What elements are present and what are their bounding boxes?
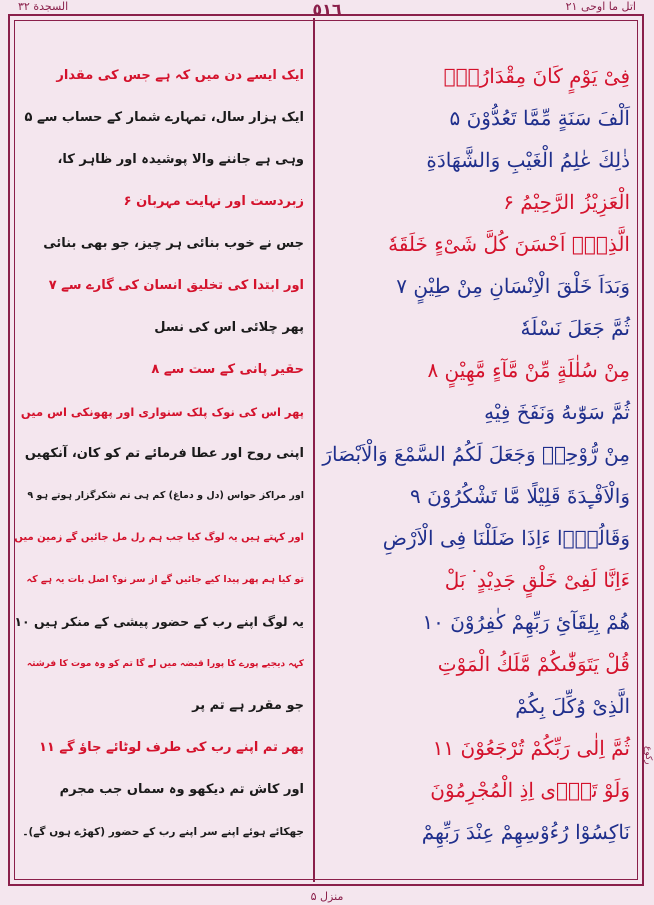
column-divider bbox=[313, 18, 315, 882]
urdu-translation-line: جو مقرر ہے تم پر bbox=[192, 698, 304, 713]
urdu-translation-line: ایک ایسے دن میں کہ ہے جس کی مقدار bbox=[56, 68, 304, 83]
urdu-translation-line: کہہ دیجیے پورے کا پورا قبضہ میں لے گا تم کو وہ موت کا فرشتہ bbox=[26, 659, 304, 669]
urdu-translation-line: جھکائے ہوئے اپنے سر اپنے رب کے حضور (کھڑے ہوں گے)۔ bbox=[22, 826, 304, 838]
header-para-name: اتل ما اوحی ۲۱ bbox=[565, 0, 636, 13]
urdu-translation-line: اور کہتے ہیں یہ لوگ کیا جب ہم رل مل جائیں گے زمین میں bbox=[14, 532, 304, 543]
header-surah-name: السجدة ۳۲ bbox=[18, 0, 69, 13]
page-number: ٥١٦ bbox=[312, 0, 342, 19]
arabic-verse-line: ءَاِنَّا لَفِیْ خَلْقٍ جَدِیْدٍ ۬ بَلْ bbox=[444, 568, 630, 592]
arabic-verse-line: وَقَالُوْۤا ءَاِذَا ضَلَلْنَا فِی الْاَرْضِ bbox=[382, 526, 630, 550]
arabic-verse-line: الْعَزِیْزُ الرَّحِیْمُ ۶ bbox=[503, 190, 630, 214]
ruku-marker: رکوع bbox=[643, 746, 653, 765]
arabic-verse-line: نَاكِسُوْا رُءُوْسِهِمْ عِنْدَ رَبِّهِمْ bbox=[421, 820, 630, 844]
urdu-translation-line: اور کاش تم دیکھو وہ سماں جب مجرم bbox=[59, 782, 304, 797]
arabic-verse-line: وَالْاَفْـِٕدَةَ قَلِیْلًا مَّا تَشْكُرُوْنَ ۹ bbox=[410, 484, 630, 508]
arabic-verse-line: ذٰلِكَ عٰلِمُ الْغَیْبِ وَالشَّهَادَةِ bbox=[426, 148, 630, 172]
arabic-verse-line: ثُمَّ اِلٰى رَبِّكُمْ تُرْجَعُوْنَ ۱۱ bbox=[432, 736, 630, 760]
arabic-verse-line: وَلَوْ تَرٰۤى اِذِ الْمُجْرِمُوْنَ bbox=[430, 778, 630, 802]
urdu-translation-line: حقیر پانی کے ست سے ۸ bbox=[151, 362, 304, 377]
arabic-verse-line: هُمْ بِلِقَآئِ رَبِّهِمْ كٰفِرُوْنَ ۱۰ bbox=[422, 610, 630, 634]
arabic-verse-line: قُلْ یَتَوَفّٰىكُمْ مَّلَكُ الْمَوْتِ bbox=[437, 652, 630, 676]
arabic-verse-line: الَّذِیْ وُكِّلَ بِكُمْ bbox=[515, 694, 630, 718]
arabic-verse-line: فِیْ یَوْمٍ كَانَ مِقْدَارُهٗۤ bbox=[443, 64, 630, 88]
urdu-translation-line: وہی ہے جاننے والا پوشیدہ اور ظاہر کا، bbox=[57, 152, 304, 167]
urdu-translation-line: تو کیا ہم پھر پیدا کیے جائیں گے از سر نو؟ اصل بات یہ ہے کہ bbox=[26, 574, 304, 585]
arabic-verse-line: الَّذِیْۤ اَحْسَنَ كُلَّ شَیْءٍ خَلَقَهٗ bbox=[388, 232, 630, 256]
arabic-verse-line: اَلْفَ سَنَةٍ مِّمَّا تَعُدُّوْنَ ۵ bbox=[449, 106, 630, 130]
urdu-translation-line: جس نے خوب بنائی ہر چیز، جو بھی بنائی bbox=[43, 236, 304, 251]
urdu-translation-line: اپنی روح اور عطا فرمائے تم کو کان، آنکھیں bbox=[24, 446, 304, 461]
urdu-translation-line: زبردست اور نہایت مہربان ۶ bbox=[123, 194, 304, 209]
urdu-translation-line: اور مراکز حواس (دل و دماغ) کم ہی تم شکرگزار ہوتے ہو ۹ bbox=[27, 490, 304, 501]
arabic-verse-line: مِنْ سُلٰلَةٍ مِّنْ مَّآءٍ مَّهِیْنٍ ۸ bbox=[427, 358, 630, 382]
urdu-translation-line: ایک ہزار سال، تمہارے شمار کے حساب سے ۵ bbox=[24, 110, 304, 125]
arabic-verse-line: مِنْ رُّوْحِهٖ وَجَعَلَ لَكُمُ السَّمْعَ وَالْاَبْصَارَ bbox=[322, 442, 630, 466]
urdu-translation-line: یہ لوگ اپنے رب کے حضور پیشی کے منکر ہیں ۱۰ bbox=[14, 614, 304, 629]
arabic-verse-line: ثُمَّ جَعَلَ نَسْلَهٗ bbox=[520, 316, 630, 340]
urdu-translation-line: پھر تم اپنے رب کی طرف لوٹائے جاؤ گے ۱۱ bbox=[39, 740, 304, 755]
footer-manzil: منزل ۵ bbox=[310, 890, 344, 903]
urdu-translation-line: اور ابتدا کی تخلیق انسان کی گارے سے ۷ bbox=[48, 278, 304, 293]
arabic-verse-line: ثُمَّ سَوّٰىهُ وَنَفَخَ فِیْهِ bbox=[484, 400, 630, 424]
arabic-verse-line: وَبَدَاَ خَلْقَ الْاِنْسَانِ مِنْ طِیْنٍ ۷ bbox=[396, 274, 630, 298]
urdu-translation-line: پھر اس کی نوک پلک سنواری اور پھونکی اس میں bbox=[20, 405, 304, 419]
urdu-translation-line: پھر چلائی اس کی نسل bbox=[154, 320, 304, 335]
